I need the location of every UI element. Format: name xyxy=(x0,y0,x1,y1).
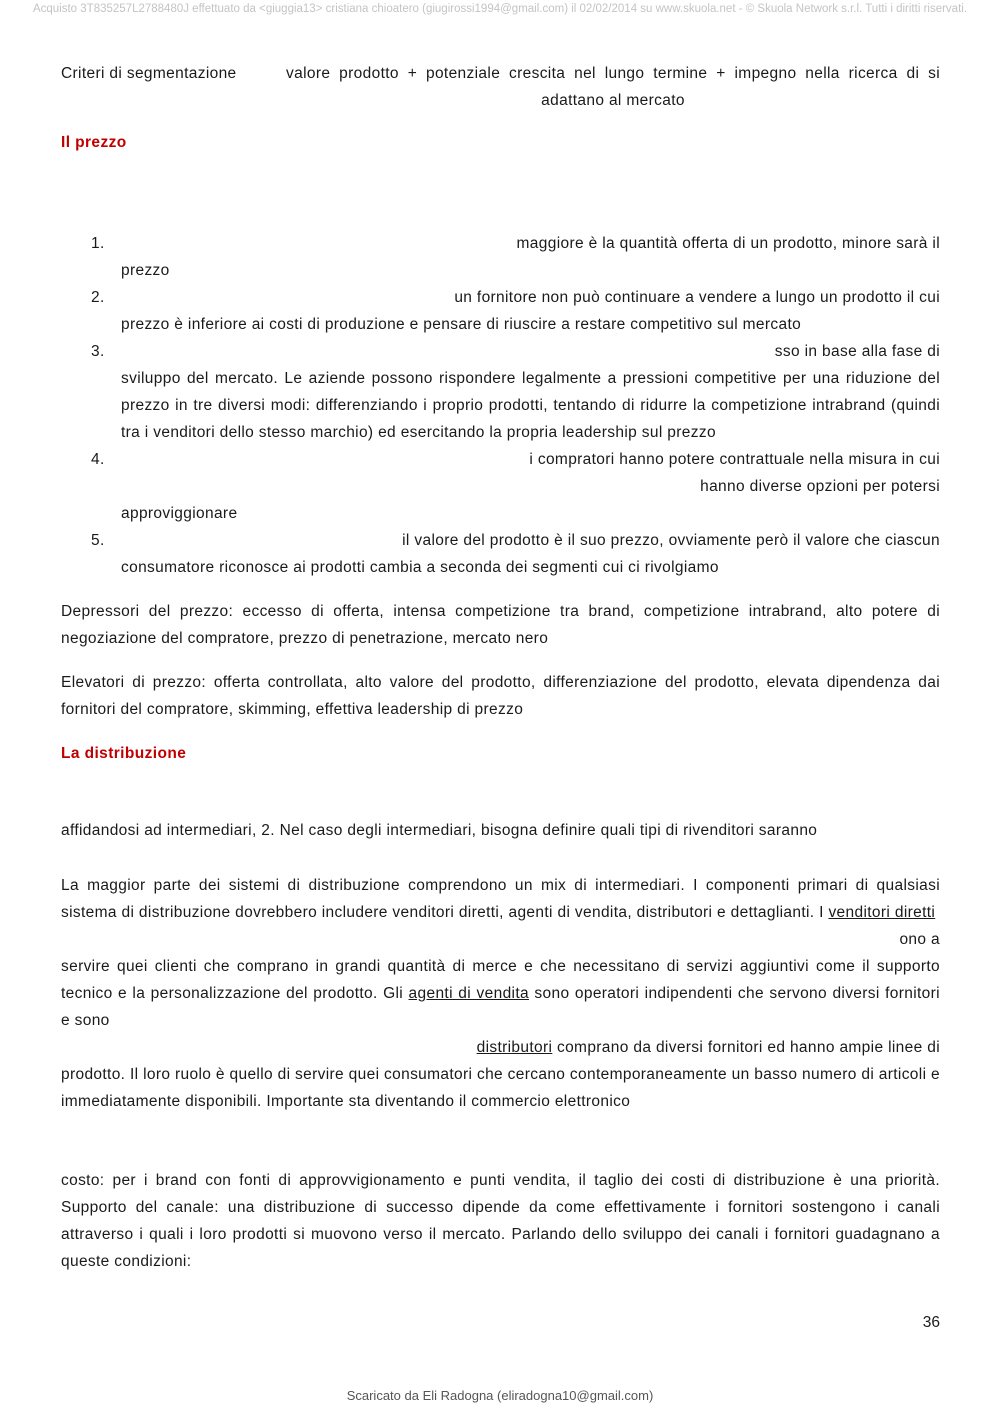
agenti-di-vendita-term: agenti di vendita xyxy=(408,985,529,1002)
prodotto-text: prodotto. Il loro ruolo è quello di servire quei consumatori che cercano contemporaneamente un basso numero di articoli e immediatamente disponibili. Importante sta diventando il commercio elettronico xyxy=(61,1066,940,1110)
costo-paragraph: costo: per i brand con fonti di approvvigionamento e punti vendita, il taglio dei costi di distribuzione è una priorità. Supporto del canale: una distribuzione di successo dipende da come effettivamente i fornitori sostengono i canali attraverso i quali i loro prodotti si muovono verso il mercato. Parlando dello sviluppo dei canali i fornitori guadagnano a queste condizioni: xyxy=(61,1172,940,1270)
criteria-block xyxy=(61,60,940,114)
distributori-line xyxy=(61,1034,940,1061)
list-number: 2. xyxy=(91,289,105,306)
list-number: 5. xyxy=(91,532,105,549)
list-item-lead: maggiore è la quantità offerta di un prodotto, minore sarà il xyxy=(516,235,940,252)
page-content xyxy=(61,60,940,1275)
bottom-watermark: Scaricato da Eli Radogna (eliradogna10@gmail.com) xyxy=(346,1388,654,1403)
list-item xyxy=(61,230,940,284)
list-item xyxy=(61,446,940,527)
venditori-diretti-term: venditori diretti xyxy=(828,904,936,921)
list-number: 3. xyxy=(91,343,105,360)
ono-a-text: ono a xyxy=(899,931,940,948)
list-item-text: sviluppo del mercato. Le aziende possono rispondere legalmente a pressioni competitive per una riduzione del prezzo in tre diversi modi: differenziando i proprio prodotti, tentando di ridurre la competizione intrabrand (quindi tra i venditori dello stesso marchio) ed esercitando la propria leadership sul prezzo xyxy=(121,370,940,441)
depressori-paragraph: Depressori del prezzo: eccesso di offerta, intensa competizione tra brand, competizione intrabrand, alto potere di negoziazione del compratore, prezzo di penetrazione, mercato nero xyxy=(61,603,940,647)
distributori-text: comprano da diversi fornitori ed hanno ampie linee di xyxy=(556,1039,940,1056)
list-item-text: approviggionare xyxy=(121,505,238,522)
price-list xyxy=(61,230,940,581)
criteria-label: Criteri di segmentazione xyxy=(61,65,237,82)
affidandosi-paragraph: affidandosi ad intermediari, 2. Nel caso degli intermediari, bisogna definire quali tipi di rivenditori saranno xyxy=(61,822,818,839)
elevatori-paragraph: Elevatori di prezzo: offerta controllata, alto valore del prodotto, differenziazione del prodotto, elevata dipendenza dai fornitori del compratore, skimming, effettiva leadership di prezzo xyxy=(61,674,940,718)
list-number: 4. xyxy=(91,451,105,468)
servire-text xyxy=(61,953,940,1034)
heading-la-distribuzione: La distribuzione xyxy=(61,745,187,762)
servire-sentence: servire quei clienti che comprano in grandi quantità di merce e che necessitano di servizi aggiuntivi come il supporto tecnico e la personalizzazione del prodotto. Gli xyxy=(61,958,940,1002)
list-item-lead: sso in base alla fase di xyxy=(774,343,940,360)
agenti-text: sono operatori indipendenti che servono diversi fornitori e sono xyxy=(61,985,940,1029)
top-watermark: Acquisto 3T835257L2788480J effettuato da <giuggia13> cristiana chioatero (giugirossi1994@gmail.com) il 02/02/2014 su www.skuola.net - © Skuola Network s.r.l. Tutti i diritti riservati. xyxy=(32,3,968,15)
list-item-text: consumatore riconosce ai prodotti cambia a seconda dei segmenti cui ci rivolgiamo xyxy=(121,559,719,576)
list-number: 1. xyxy=(91,235,105,252)
mix-intro-text: La maggior parte dei sistemi di distribuzione comprendono un mix di intermediari. I componenti primari di qualsiasi sistema di distribuzione dovrebbero includere venditori diretti, agenti di vendita, distributori e dettaglianti. I xyxy=(61,877,940,921)
list-item-text: prezzo è inferiore ai costi di produzione e pensare di riuscire a restare competitivo sul mercato xyxy=(121,316,802,333)
list-item-text: prezzo xyxy=(121,262,170,279)
list-item-lead: un fornitore non può continuare a vendere a lungo un prodotto il cui xyxy=(454,289,940,306)
criteria-text: valore prodotto + potenziale crescita nel lungo termine + impegno nella ricerca di si adattano al mercato xyxy=(286,65,940,109)
page-number: 36 xyxy=(922,1314,940,1331)
mix-paragraph xyxy=(61,872,940,1115)
list-item-lead: i compratori hanno potere contrattuale nella misura in cui xyxy=(529,451,940,468)
distributori-term: distributori xyxy=(476,1039,553,1056)
list-item-lead-2: hanno diverse opzioni per potersi xyxy=(700,478,940,495)
list-item-lead: il valore del prodotto è il suo prezzo, ovviamente però il valore che ciascun xyxy=(402,532,940,549)
heading-il-prezzo: Il prezzo xyxy=(61,134,127,151)
list-item xyxy=(61,284,940,338)
list-item xyxy=(61,338,940,446)
list-item xyxy=(61,527,940,581)
